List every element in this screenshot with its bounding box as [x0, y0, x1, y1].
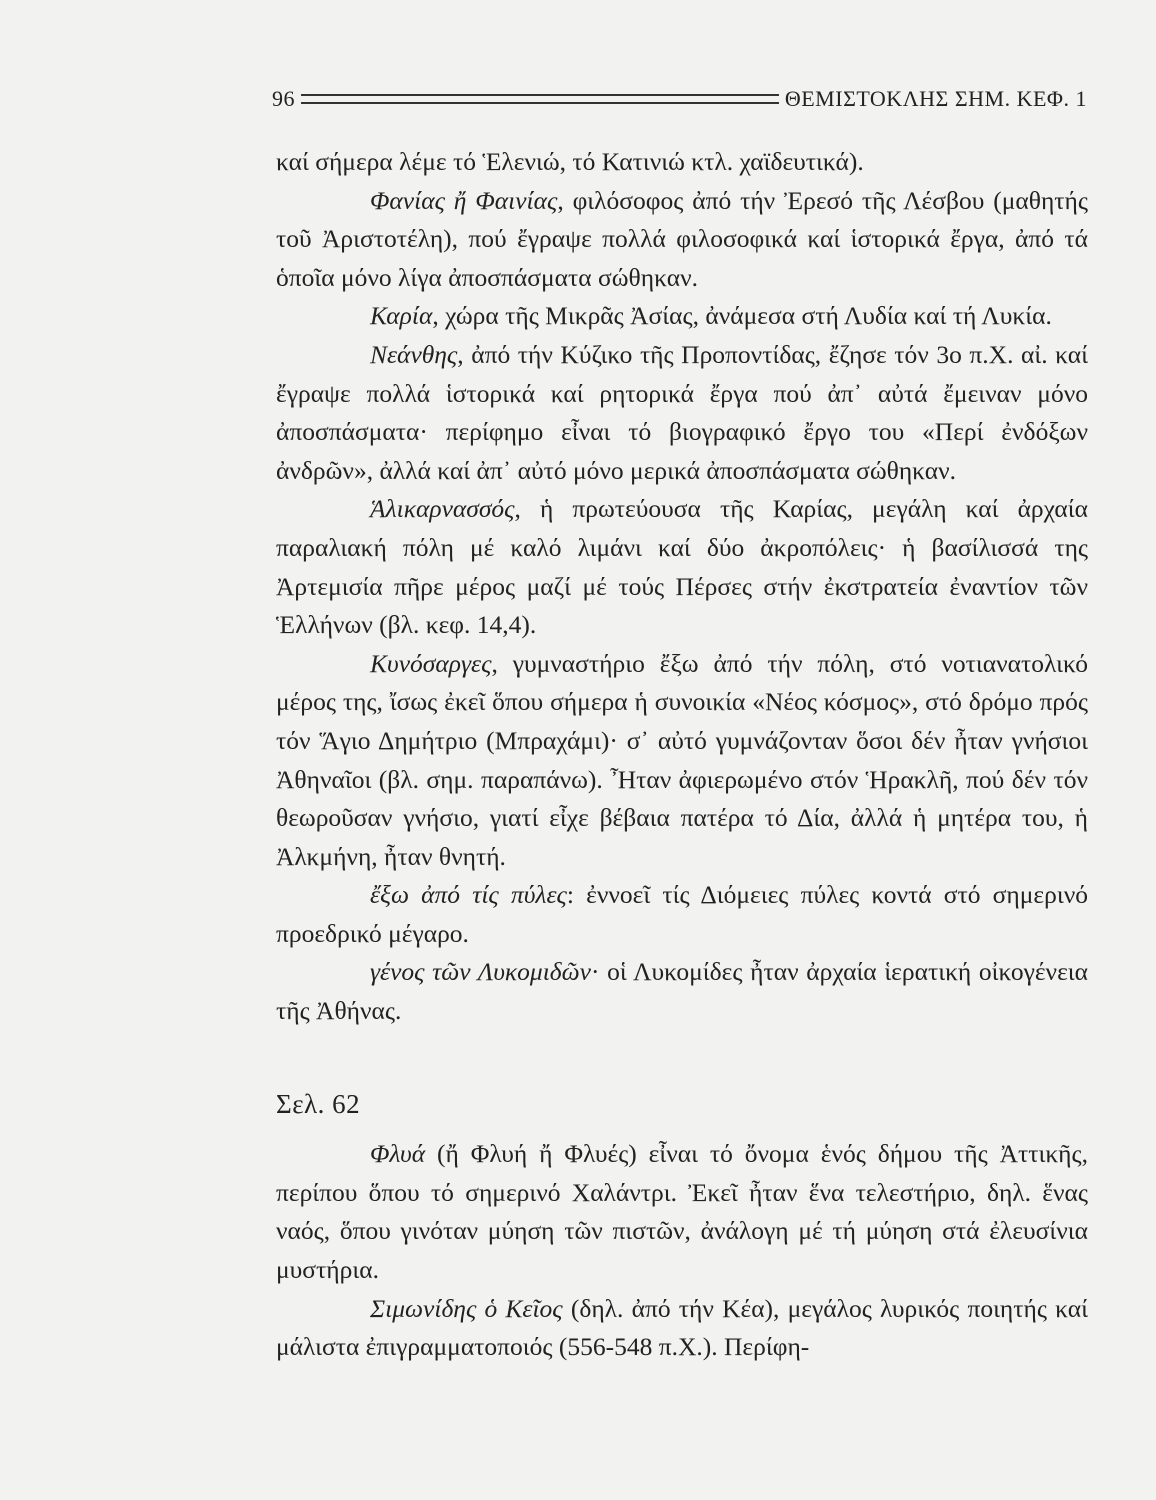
paragraph — [276, 143, 1088, 182]
paragraph — [276, 297, 1088, 336]
paragraph-text: , γυμναστήριο ἔξω ἀπό τήν πόλη, στό νοτιανατολικό μέρος της, ἴσως ἐκεῖ ὅπου σήμερα ἡ συνοικία «Νέος κόσμος», στό δρόμο πρός τόν Ἅγιο Δημήτριο (Μπραχάμι)· σ᾽ αὐτό γυμνάζονταν ὅσοι δέν ἦταν γνήσιοι Ἀθηναῖοι (βλ. σημ. παραπάνω). Ἦταν ἀφιερωμένο στόν Ἡρακλῆ, πού δέν τόν θεωροῦσαν γνήσιο, γιατί εἶχε βέβαια πατέρα τό Δία, ἀλλά ἡ μητέρα του, ἡ Ἀλκμήνη, ἦταν θνητή. — [276, 648, 1088, 871]
paragraph — [276, 953, 1088, 1030]
entry-term: Φανίας ἤ Φαινίας — [370, 185, 558, 215]
paragraph-text: καί σήμερα λέμε τό Ἑλενιώ, τό Κατινιώ κτλ. χαϊδευτικά). — [276, 147, 864, 176]
section-heading: Σελ. 62 — [276, 1088, 361, 1119]
page-body — [276, 143, 1088, 1367]
entry-term: ἔξω ἀπό τίς πύλες — [370, 880, 567, 910]
entry-term: Νεάνθης — [370, 339, 458, 369]
paragraph — [276, 1290, 1088, 1367]
paragraph — [276, 876, 1088, 953]
paragraph-text: , χώρα τῆς Μικρᾶς Ἀσίας, ἀνάμεσα στή Λυδία καί τή Λυκία. — [432, 301, 1052, 331]
entry-term: Κυνόσαργες — [370, 648, 492, 678]
paragraph — [276, 490, 1088, 644]
paragraph — [276, 336, 1088, 490]
paragraph — [276, 182, 1088, 298]
paragraph-text: , φιλόσοφος ἀπό τήν Ἐρεσό τῆς Λέσβου (μαθητής τοῦ Ἀριστοτέλη), πού ἔγραψε πολλά φιλοσοφικά καί ἱστορικά ἔργα, ἀπό τά ὁποῖα μόνο λίγα ἀποσπάσματα σώθηκαν. — [276, 185, 1088, 292]
running-header — [272, 82, 1087, 116]
entry-term: Φλυά — [370, 1139, 426, 1169]
header-rule — [301, 94, 779, 104]
paragraph-text: , ἡ πρωτεύουσα τῆς Καρίας, μεγάλη καί ἀρχαία παραλιακή πόλη μέ καλό λιμάνι καί δύο ἀκροπόλεις· ἡ βασίλισσά της Ἀρτεμισία πῆρε μέρος μαζί μέ τούς Πέρσες στήν ἐκστρατεία ἐναντίον τῶν Ἑλλήνων (βλ. κεφ. 14,4). — [276, 494, 1088, 640]
paragraph-text: , ἀπό τήν Κύζικο τῆς Προποντίδας, ἔζησε τόν 3ο π.Χ. αἰ. καί ἔγραψε πολλά ἱστορικά καί ρητορικά ἔργα πού ἀπ᾽ αὐτά ἔμειναν μόνο ἀποσπάσματα· περίφημο εἶναι τό βιογραφικό ἔργο του «Περί ἐνδόξων ἀνδρῶν», ἀλλά καί ἀπ᾽ αὐτό μόνο μερικά ἀποσπάσματα σώθηκαν. — [276, 339, 1088, 485]
paragraph — [276, 645, 1088, 877]
paragraph-text: (δηλ. ἀπό τήν Κέα), μεγάλος λυρικός ποιητής καί μάλιστα ἐπιγραμματοποιός (556-548 π.Χ.). Περίφη- — [276, 1293, 1088, 1362]
page-number: 96 — [272, 86, 295, 111]
paragraph-text: · οἱ Λυκομίδες ἦταν ἀρχαία ἱερατική οἰκογένεια τῆς Ἀθήνας. — [276, 957, 1089, 1026]
entry-term: γένος τῶν Λυκομιδῶν — [370, 957, 591, 987]
entry-term: Καρία — [370, 301, 433, 331]
paragraph — [276, 1135, 1088, 1289]
entry-term: Σιμωνίδης ὁ Κεῖος — [370, 1293, 563, 1323]
running-title: ΘΕΜΙΣΤΟΚΛΗΣ ΣΗΜ. ΚΕΦ. 1 — [784, 86, 1087, 111]
paragraph-text: : ἐννοεῖ τίς Διόμειες πύλες κοντά στό σημερινό προεδρικό μέγαρο. — [276, 880, 1088, 948]
entry-term: Ἁλικαρνασσός — [370, 494, 515, 524]
paragraph-text: (ἤ Φλυή ἤ Φλυές) εἶναι τό ὄνομα ἑνός δήμου τῆς Ἀττικῆς, περίπου ὅπου τό σημερινό Χαλάντρι. Ἐκεῖ ἦταν ἕνα τελεστήριο, δηλ. ἕνας ναός, ὅπου γινόταν μύηση τῶν πιστῶν, ἀνάλογη μέ τή μύηση στά ἐλευσίνια μυστήρια. — [276, 1139, 1088, 1285]
